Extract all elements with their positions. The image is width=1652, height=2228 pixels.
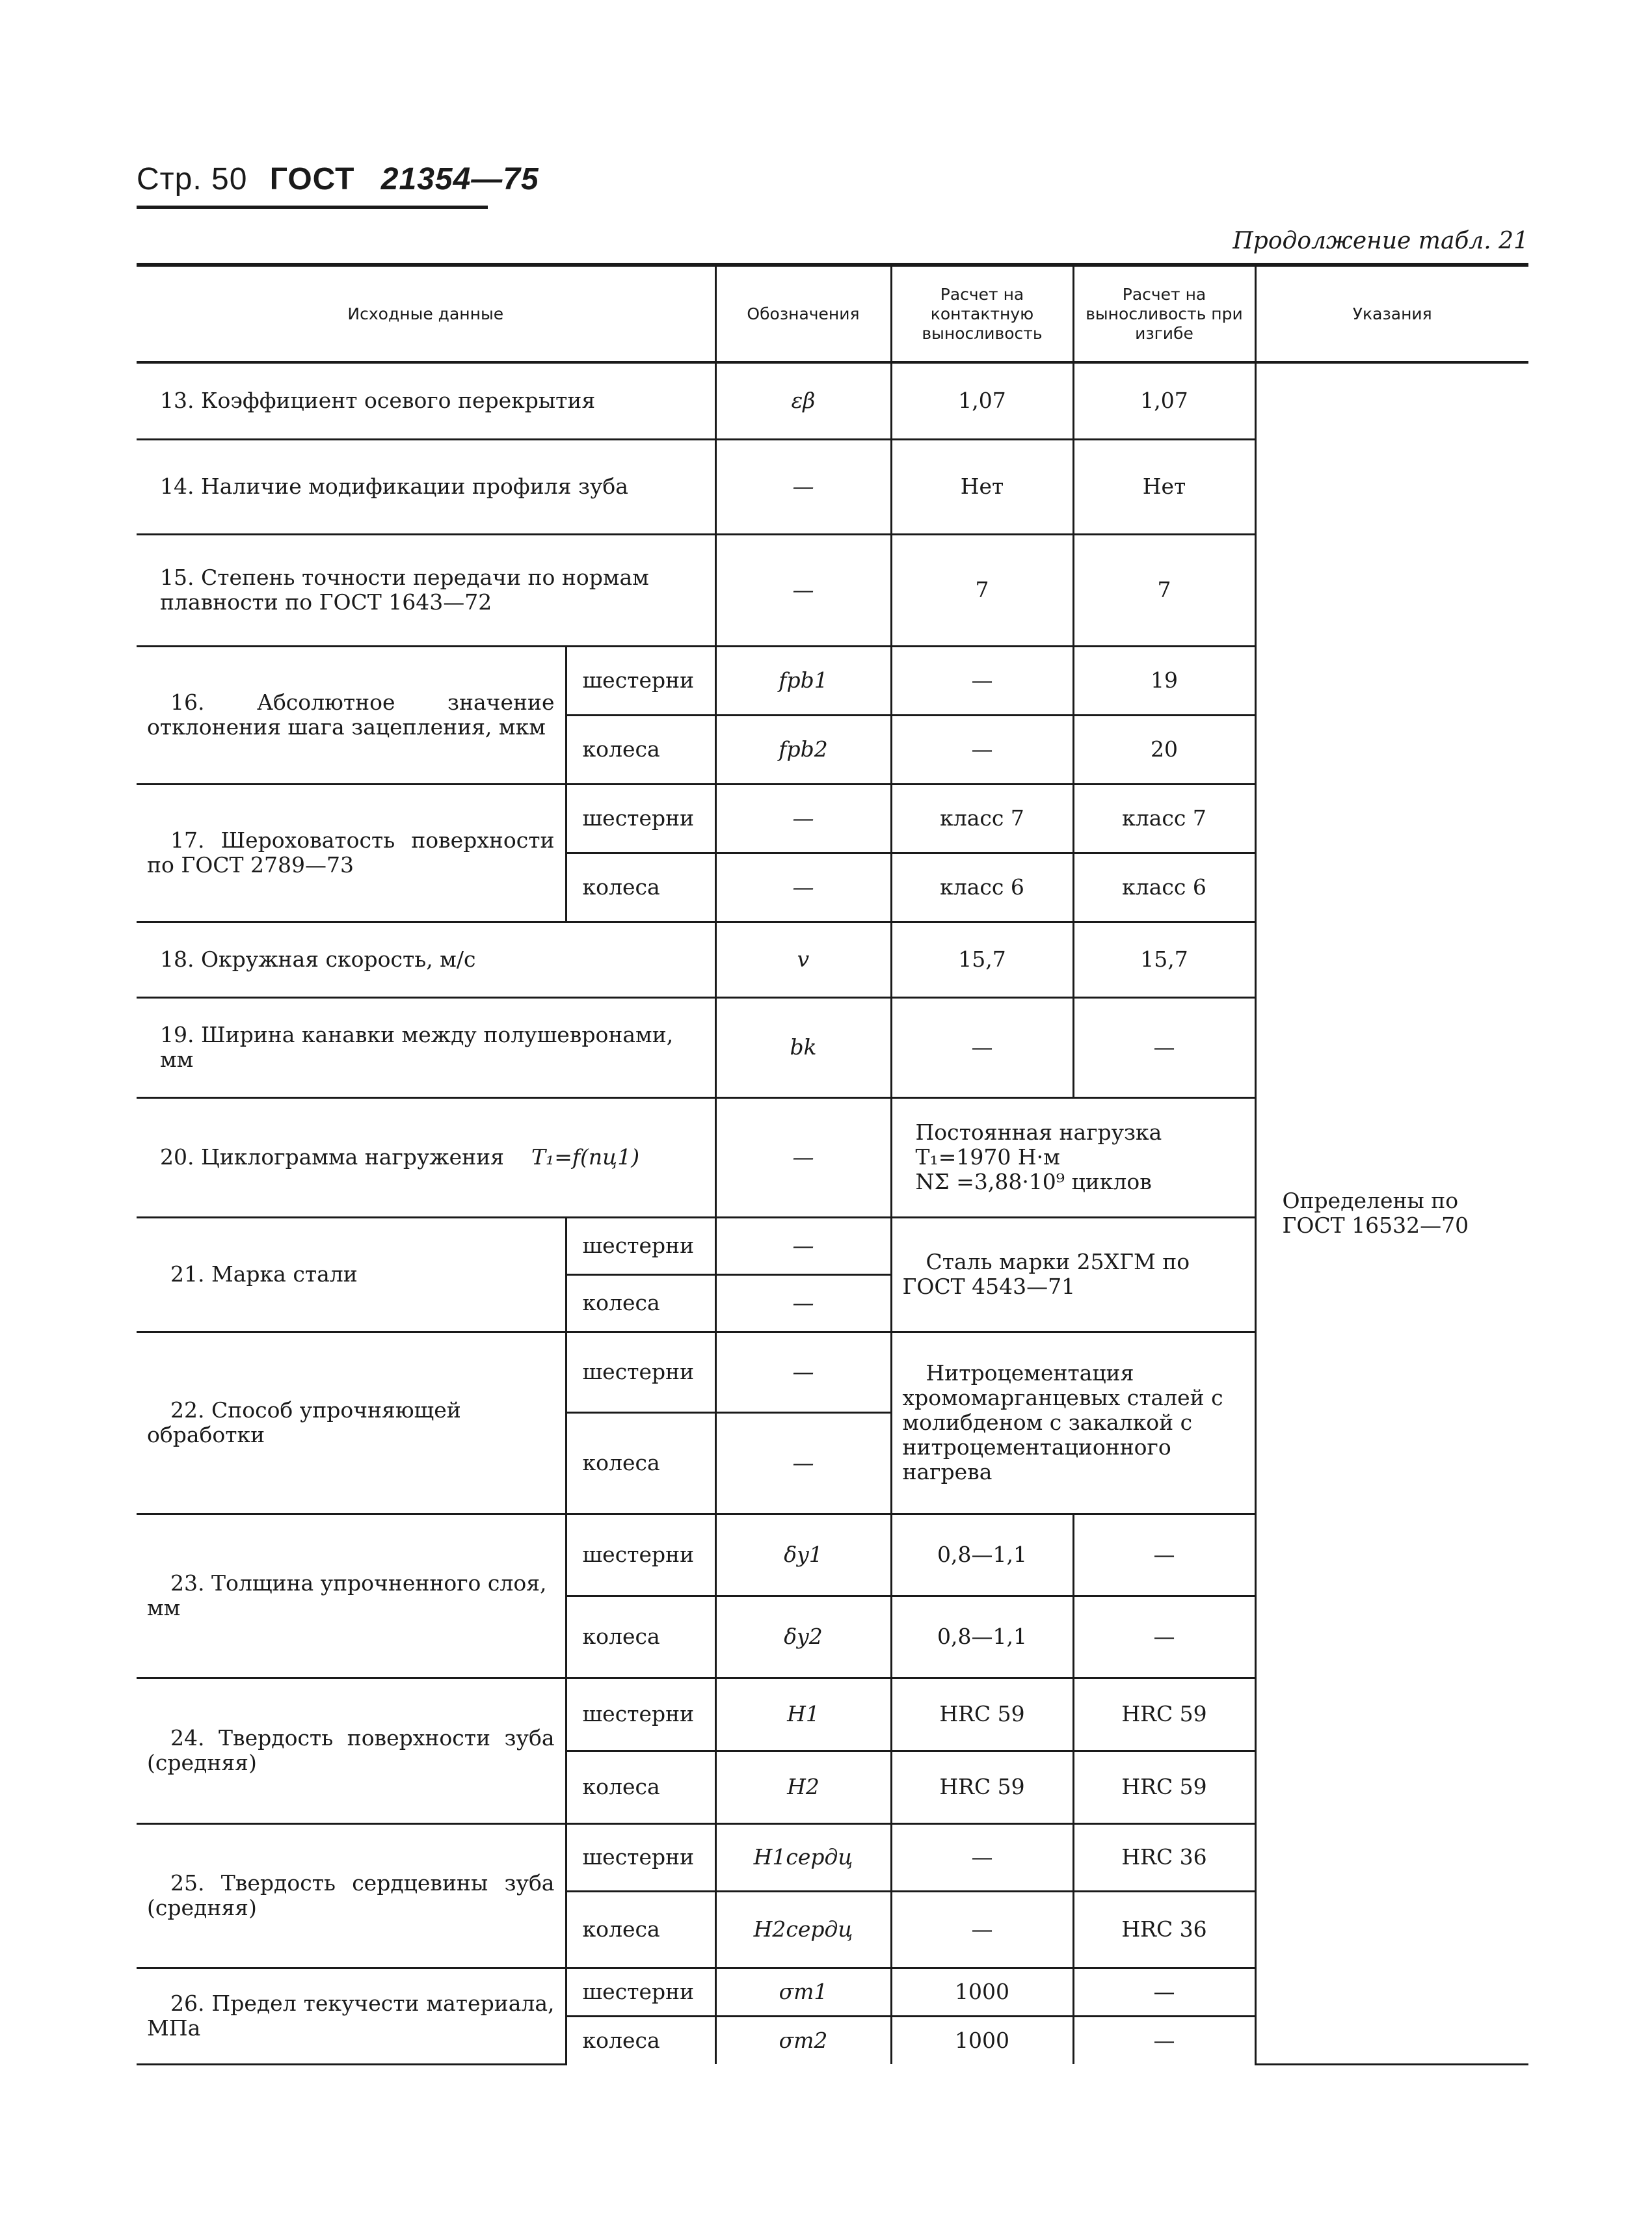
row-16-contact-1: — (891, 646, 1073, 715)
row-16-sub-1: шестерни (566, 646, 715, 715)
row-17-contact-2: класс 6 (891, 853, 1073, 922)
row-26-symbol-2: σт2 (715, 2016, 891, 2064)
row-20-line-1: Постоянная нагрузка (915, 1120, 1162, 1145)
row-25-symbol-2: H2сердц (715, 1891, 891, 1968)
row-22-value-text: Нитроцементация хромомарганцевых сталей с молибденом с закалкой с нитроцементационного нагрева (902, 1360, 1223, 1484)
row-24-name-text: 24. Твердость поверхности зуба (средняя) (147, 1725, 555, 1775)
row-20-formula: T₁=f(nц1) (531, 1144, 640, 1170)
row-25-sub-2: колеса (566, 1891, 715, 1968)
row-25-bending-2: HRC 36 (1073, 1891, 1255, 1968)
row-17-bending-1: класс 7 (1073, 784, 1255, 853)
row-23-sub-2: колеса (566, 1596, 715, 1678)
row-14-bending: Нет (1073, 439, 1255, 534)
header-rule (137, 206, 488, 209)
row-16-symbol-1: fpb1 (715, 646, 891, 715)
row-26-contact-1: 1000 (891, 1968, 1073, 2016)
row-18-symbol: v (715, 922, 891, 997)
row-26-symbol-1: σт1 (715, 1968, 891, 2016)
row-16-sub-2: колеса (566, 715, 715, 784)
table-header-row (137, 265, 1528, 362)
notes-cell (1255, 362, 1528, 2064)
row-23-sub-1: шестерни (566, 1514, 715, 1596)
row-25-contact-2: — (891, 1891, 1073, 1968)
row-17-name (137, 784, 566, 922)
row-25-name (137, 1823, 566, 1968)
row-21-name-text: 21. Марка стали (170, 1261, 358, 1287)
row-20-line-3: NΣ =3,88·10⁹ циклов (915, 1169, 1152, 1194)
row-13-contact: 1,07 (891, 362, 1073, 439)
row-13-bending: 1,07 (1073, 362, 1255, 439)
col-header-notes: Указания (1255, 265, 1528, 362)
col-header-source-data: Исходные данные (137, 265, 715, 362)
col-header-bending: Расчет на выносливость при изгибе (1073, 265, 1255, 362)
row-24-symbol-1: H1 (715, 1678, 891, 1751)
col-header-contact: Расчет на контактную выносливость (891, 265, 1073, 362)
row-22-sub-2: колеса (566, 1412, 715, 1514)
row-26-name-text: 26. Предел текучести материала, МПа (147, 1991, 555, 2041)
row-14-contact: Нет (891, 439, 1073, 534)
row-20-line-2: T₁=1970 Н·м (915, 1144, 1060, 1170)
row-24-contact-2: HRC 59 (891, 1751, 1073, 1823)
row-16-bending-2: 20 (1073, 715, 1255, 784)
row-17-sub-1: шестерни (566, 784, 715, 853)
row-23-name-text: 23. Толщина упрочненного слоя, мм (147, 1570, 547, 1620)
row-23-symbol-1: δy1 (715, 1514, 891, 1596)
row-16-contact-2: — (891, 715, 1073, 784)
row-17-sub-2: колеса (566, 853, 715, 922)
row-22-name-text: 22. Способ упрочняющей обработки (147, 1397, 461, 1447)
row-25-sub-1: шестерни (566, 1823, 715, 1891)
row-26-name (137, 1968, 566, 2064)
row-26-contact-2: 1000 (891, 2016, 1073, 2064)
row-23-contact-1: 0,8—1,1 (891, 1514, 1073, 1596)
row-17-contact-1: класс 7 (891, 784, 1073, 853)
page-header (137, 161, 539, 197)
row-24-name (137, 1678, 566, 1823)
row-18-contact: 15,7 (891, 922, 1073, 997)
row-17-symbol-1: — (715, 784, 891, 853)
row-17-name-text: 17. Шероховатость поверхности по ГОСТ 2789—73 (147, 827, 555, 878)
row-25-name-text: 25. Твердость сердцевины зуба (средняя) (147, 1870, 555, 1920)
row-24-sub-1: шестерни (566, 1678, 715, 1751)
row-20-name-text: 20. Циклограмма нагружения (160, 1144, 504, 1170)
row-15-name: 15. Степень точности передачи по нормам плавности по ГОСТ 1643—72 (137, 534, 715, 646)
row-16-symbol-2: fpb2 (715, 715, 891, 784)
row-24-bending-1: HRC 59 (1073, 1678, 1255, 1751)
row-24-sub-2: колеса (566, 1751, 715, 1823)
row-16-name-text: 16. Абсолютное значение отклонения шага зацепления, мкм (147, 690, 555, 740)
row-26-sub-2: колеса (566, 2016, 715, 2064)
row-18-bending: 15,7 (1073, 922, 1255, 997)
row-24-bending-2: HRC 59 (1073, 1751, 1255, 1823)
row-22-symbol-2: — (715, 1412, 891, 1514)
row-19-symbol: bk (715, 997, 891, 1097)
row-14-name: 14. Наличие модификации профиля зуба (137, 439, 715, 534)
row-17-symbol-2: — (715, 853, 891, 922)
row-21-value (891, 1217, 1255, 1332)
row-26-bending-2: — (1073, 2016, 1255, 2064)
row-25-bending-1: HRC 36 (1073, 1823, 1255, 1891)
row-22-sub-1: шестерни (566, 1332, 715, 1412)
row-23-bending-1: — (1073, 1514, 1255, 1596)
row-24-symbol-2: H2 (715, 1751, 891, 1823)
row-13-symbol: εβ (715, 362, 891, 439)
row-22-symbol-1: — (715, 1332, 891, 1412)
table-row (137, 362, 1528, 439)
row-19-contact: — (891, 997, 1073, 1097)
row-19-bending: — (1073, 997, 1255, 1097)
parameters-table (137, 263, 1528, 2065)
table-continuation-label: Продолжение табл. 21 (1232, 228, 1528, 254)
row-15-contact: 7 (891, 534, 1073, 646)
row-23-symbol-2: δy2 (715, 1596, 891, 1678)
row-21-symbol-1: — (715, 1217, 891, 1274)
row-22-name (137, 1332, 566, 1514)
row-21-sub-1: шестерни (566, 1217, 715, 1274)
notes-text: Определены по ГОСТ 16532—70 (1282, 1188, 1469, 1239)
row-24-contact-1: HRC 59 (891, 1678, 1073, 1751)
col-header-symbols: Обозначения (715, 265, 891, 362)
row-25-symbol-1: H1сердц (715, 1823, 891, 1891)
page-number: Стр. 50 (137, 162, 248, 196)
row-21-value-text: Сталь марки 25ХГМ по ГОСТ 4543—71 (902, 1249, 1190, 1299)
row-21-symbol-2: — (715, 1274, 891, 1332)
row-20-name (137, 1097, 715, 1217)
row-14-symbol: — (715, 439, 891, 534)
row-13-name: 13. Коэффициент осевого перекрытия (137, 362, 715, 439)
row-25-contact-1: — (891, 1823, 1073, 1891)
gost-label: ГОСТ (269, 162, 355, 196)
row-26-bending-1: — (1073, 1968, 1255, 2016)
row-21-name (137, 1217, 566, 1332)
row-19-name: 19. Ширина канавки между полушевронами, мм (137, 997, 715, 1097)
gost-number: 21354—75 (380, 162, 539, 196)
row-20-symbol: — (715, 1097, 891, 1217)
row-26-sub-1: шестерни (566, 1968, 715, 2016)
row-21-sub-2: колеса (566, 1274, 715, 1332)
row-22-value (891, 1332, 1255, 1514)
row-15-symbol: — (715, 534, 891, 646)
row-23-name (137, 1514, 566, 1678)
row-17-bending-2: класс 6 (1073, 853, 1255, 922)
row-23-contact-2: 0,8—1,1 (891, 1596, 1073, 1678)
row-18-name: 18. Окружная скорость, м/с (137, 922, 715, 997)
row-16-name (137, 646, 566, 784)
row-23-bending-2: — (1073, 1596, 1255, 1678)
row-16-bending-1: 19 (1073, 646, 1255, 715)
row-20-value (891, 1097, 1255, 1217)
row-15-bending: 7 (1073, 534, 1255, 646)
